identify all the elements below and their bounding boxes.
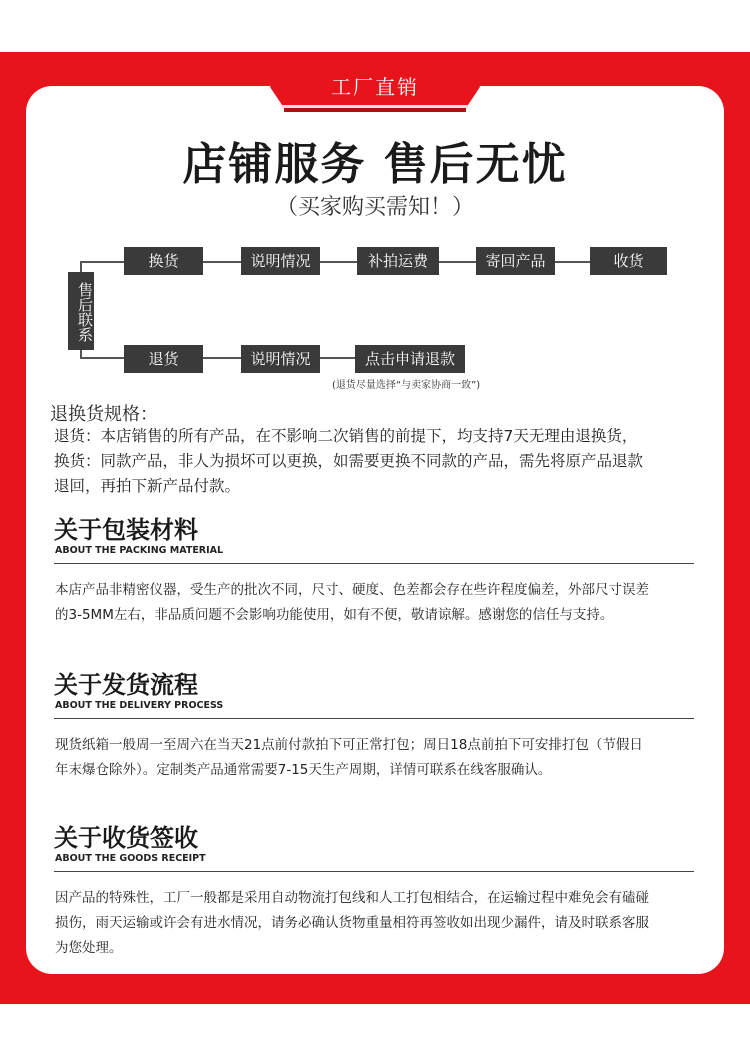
section-subtitle-packing: ABOUT THE PACKING MATERIAL xyxy=(55,545,224,556)
page-subtitle: （买家购买需知！） xyxy=(275,195,474,220)
section-divider xyxy=(54,563,694,564)
section-text-line: 年末爆仓除外）。定制类产品通常需要7-15天生产周期，详情可联系在线客服确认。 xyxy=(55,762,552,778)
section-title-delivery: 关于发货流程 xyxy=(54,671,198,699)
flow-step-receive: 收货 xyxy=(590,247,667,275)
section-text-line: 本店产品非精密仪器，受生产的批次不同，尺寸、硬度、色差都会存在些许程度偏差，外部尺寸误差 xyxy=(55,582,649,598)
rules-line: 退货：本店销售的所有产品，在不影响二次销售的前提下，均支持7天无理由退换货， xyxy=(54,427,638,445)
rules-heading: 退换货规格： xyxy=(50,404,158,425)
flow-step-pay-shipping: 补拍运费 xyxy=(357,247,439,275)
return-note: (退货尽量选择“与卖家协商一致”) xyxy=(332,380,481,391)
flow-connector-bottom xyxy=(80,357,125,359)
section-title-packing: 关于包装材料 xyxy=(54,516,198,544)
factory-direct-ribbon: 工厂直销 xyxy=(282,69,468,108)
page-title: 店铺服务 售后无忧 xyxy=(182,139,568,190)
section-text-line: 的3-5MM左右，非品质问题不会影响功能使用，如有不便，敬请谅解。感谢您的信任与支持。 xyxy=(55,607,614,623)
after-sales-contact-label: 售后联系 xyxy=(68,272,94,350)
flow-step-explain-return: 说明情况 xyxy=(241,345,320,373)
flow-connector-top xyxy=(80,261,125,263)
flow-step-exchange: 换货 xyxy=(124,247,203,275)
rules-line: 换货：同款产品，非人为损坏可以更换，如需要更换不同款的产品，需先将原产品退款 xyxy=(54,452,644,470)
section-text-line: 损伤，雨天运输或许会有进水情况，请务必确认货物重量相符再签收如出现少漏件，请及时联系客服 xyxy=(55,915,649,931)
section-text-line: 为您处理。 xyxy=(55,940,123,956)
section-subtitle-receipt: ABOUT THE GOODS RECEIPT xyxy=(55,853,206,864)
section-divider xyxy=(54,871,694,872)
flow-step-send-back: 寄回产品 xyxy=(476,247,555,275)
section-text-line: 因产品的特殊性，工厂一般都是采用自动物流打包线和人工打包相结合，在运输过程中难免会有磕碰 xyxy=(55,890,649,906)
rules-line: 退回，再拍下新产品付款。 xyxy=(54,477,241,495)
flow-step-explain: 说明情况 xyxy=(241,247,320,275)
section-title-receipt: 关于收货签收 xyxy=(54,824,198,852)
section-text-line: 现货纸箱一般周一至周六在当天21点前付款拍下可正常打包；周日18点前拍下可安排打包（节假日 xyxy=(55,737,643,753)
section-subtitle-delivery: ABOUT THE DELIVERY PROCESS xyxy=(55,700,224,711)
flow-step-return: 退货 xyxy=(124,345,203,373)
section-divider xyxy=(54,718,694,719)
flow-step-apply-refund: 点击申请退款 xyxy=(355,345,465,373)
